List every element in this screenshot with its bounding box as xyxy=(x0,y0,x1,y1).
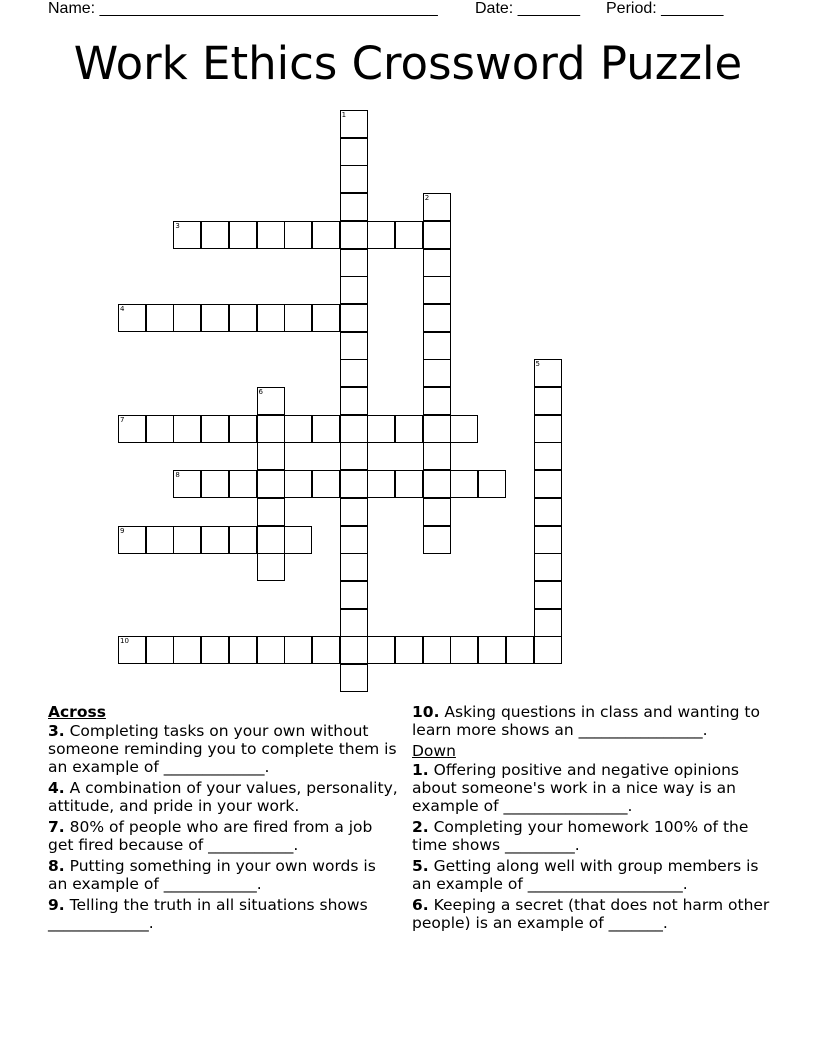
clue-across-9 xyxy=(48,896,400,932)
crossword-cell[interactable] xyxy=(201,470,229,498)
crossword-cell[interactable] xyxy=(284,526,312,554)
clue-number: 9. xyxy=(48,896,65,914)
crossword-cell[interactable] xyxy=(201,636,229,664)
crossword-cell[interactable] xyxy=(534,609,562,637)
crossword-cell[interactable] xyxy=(395,221,423,249)
crossword-cell[interactable] xyxy=(423,276,451,304)
crossword-cell[interactable] xyxy=(257,498,285,526)
crossword-cell[interactable] xyxy=(395,415,423,443)
crossword-cell[interactable] xyxy=(367,221,395,249)
crossword-cell[interactable] xyxy=(173,304,201,332)
clue-text: 80% of people who are fired from a job get fired because of ___________. xyxy=(48,818,373,854)
crossword-cell[interactable] xyxy=(229,636,257,664)
crossword-cell[interactable] xyxy=(340,581,368,609)
clue-start-number: 8 xyxy=(175,471,180,480)
crossword-cell[interactable] xyxy=(229,221,257,249)
crossword-cell[interactable] xyxy=(423,470,451,498)
crossword-cell[interactable] xyxy=(257,636,285,664)
crossword-cell[interactable] xyxy=(340,359,368,387)
crossword-cell[interactable] xyxy=(534,581,562,609)
clue-text: Getting along well with group members is an example of ____________________. xyxy=(412,857,759,893)
clue-start-number: 9 xyxy=(120,526,125,535)
crossword-cell[interactable] xyxy=(312,636,340,664)
clue-across-10 xyxy=(412,703,772,739)
name-field-label[interactable]: Name: ______________________________________ xyxy=(48,0,438,17)
crossword-cell[interactable] xyxy=(257,553,285,581)
crossword-cell[interactable] xyxy=(118,304,146,332)
crossword-cell[interactable] xyxy=(423,526,451,554)
clue-text: Asking questions in class and wanting to learn more shows an ________________. xyxy=(412,703,760,739)
crossword-cell[interactable] xyxy=(340,387,368,415)
crossword-cell[interactable] xyxy=(173,470,201,498)
crossword-cell[interactable] xyxy=(340,276,368,304)
crossword-cell[interactable] xyxy=(340,664,368,692)
crossword-cell[interactable] xyxy=(284,221,312,249)
crossword-cell[interactable] xyxy=(229,415,257,443)
clue-number: 6. xyxy=(412,896,429,914)
crossword-cell[interactable] xyxy=(257,470,285,498)
crossword-cell[interactable] xyxy=(284,304,312,332)
crossword-cell[interactable] xyxy=(312,221,340,249)
clue-text: Keeping a secret (that does not harm other people) is an example of _______. xyxy=(412,896,770,932)
clue-down-5 xyxy=(412,857,772,893)
crossword-cell[interactable] xyxy=(118,636,146,664)
crossword-cell[interactable] xyxy=(340,193,368,221)
crossword-cell[interactable] xyxy=(534,442,562,470)
clue-text: Offering positive and negative opinions about someone's work in a nice way is an example of ________________. xyxy=(412,761,739,815)
crossword-cell[interactable] xyxy=(257,526,285,554)
crossword-cell[interactable] xyxy=(478,470,506,498)
clue-start-number: 7 xyxy=(120,415,125,424)
crossword-cell[interactable] xyxy=(146,304,174,332)
clue-number: 5. xyxy=(412,857,429,875)
clue-across-4 xyxy=(48,779,400,815)
crossword-cell[interactable] xyxy=(423,332,451,360)
crossword-cell[interactable] xyxy=(423,221,451,249)
crossword-cell[interactable] xyxy=(173,526,201,554)
crossword-cell[interactable] xyxy=(229,304,257,332)
crossword-cell[interactable] xyxy=(340,332,368,360)
clue-text: A combination of your values, personality, attitude, and pride in your work. xyxy=(48,779,398,815)
crossword-cell[interactable] xyxy=(340,442,368,470)
crossword-cell[interactable] xyxy=(340,636,368,664)
crossword-cell[interactable] xyxy=(423,387,451,415)
clues-left-column xyxy=(48,703,400,935)
crossword-cell[interactable] xyxy=(395,470,423,498)
crossword-cell[interactable] xyxy=(450,636,478,664)
crossword-cell[interactable] xyxy=(146,526,174,554)
clue-start-number: 6 xyxy=(258,388,263,396)
clue-start-number: 10 xyxy=(120,637,129,646)
crossword-cell[interactable] xyxy=(201,415,229,443)
crossword-cell[interactable] xyxy=(478,636,506,664)
crossword-cell[interactable] xyxy=(506,636,534,664)
clue-start-number: 4 xyxy=(120,304,125,313)
clue-across-8 xyxy=(48,857,400,893)
crossword-cell[interactable] xyxy=(201,526,229,554)
crossword-cell[interactable] xyxy=(340,553,368,581)
crossword-cell[interactable] xyxy=(201,304,229,332)
clue-number: 3. xyxy=(48,722,65,740)
clue-down-1 xyxy=(412,761,772,815)
clue-start-number: 3 xyxy=(175,221,180,230)
crossword-cell[interactable] xyxy=(395,636,423,664)
crossword-cell[interactable] xyxy=(340,498,368,526)
crossword-cell[interactable] xyxy=(340,415,368,443)
crossword-cell[interactable] xyxy=(450,470,478,498)
clue-number: 4. xyxy=(48,779,65,797)
clue-across-7 xyxy=(48,818,400,854)
crossword-cell[interactable] xyxy=(284,636,312,664)
clue-down-2 xyxy=(412,818,772,854)
clue-number: 1. xyxy=(412,761,429,779)
crossword-cell[interactable] xyxy=(340,249,368,277)
crossword-cell[interactable] xyxy=(229,526,257,554)
crossword-cell[interactable] xyxy=(340,609,368,637)
crossword-cell[interactable] xyxy=(201,221,229,249)
crossword-cell[interactable] xyxy=(534,415,562,443)
crossword-cell[interactable] xyxy=(229,470,257,498)
crossword-cell[interactable] xyxy=(257,415,285,443)
crossword-cell[interactable] xyxy=(340,110,368,138)
crossword-cell[interactable] xyxy=(367,470,395,498)
crossword-cell[interactable] xyxy=(173,636,201,664)
clue-text: Completing tasks on your own without someone reminding you to complete them is an example of _____________. xyxy=(48,722,397,776)
crossword-cell[interactable] xyxy=(257,442,285,470)
crossword-cell[interactable] xyxy=(423,442,451,470)
clue-start-number: 5 xyxy=(535,360,540,369)
crossword-cell[interactable] xyxy=(367,636,395,664)
crossword-cell[interactable] xyxy=(340,221,368,249)
crossword-cell[interactable] xyxy=(312,304,340,332)
clue-start-number: 1 xyxy=(341,111,347,119)
clue-text: Completing your homework 100% of the time shows _________. xyxy=(412,818,749,854)
crossword-cell[interactable] xyxy=(257,221,285,249)
crossword-cell[interactable] xyxy=(450,415,478,443)
clue-across-3 xyxy=(48,722,400,776)
crossword-cell[interactable] xyxy=(340,165,368,193)
crossword-cell[interactable] xyxy=(173,221,201,249)
clue-text: Telling the truth in all situations shows _____________. xyxy=(48,896,368,932)
crossword-cell[interactable] xyxy=(534,636,562,664)
crossword-cell[interactable] xyxy=(284,470,312,498)
crossword-cell[interactable] xyxy=(118,526,146,554)
crossword-cell[interactable] xyxy=(534,553,562,581)
crossword-cell[interactable] xyxy=(257,304,285,332)
crossword-cell[interactable] xyxy=(340,138,368,166)
crossword-cell[interactable] xyxy=(340,526,368,554)
crossword-cell[interactable] xyxy=(534,470,562,498)
clue-down-6 xyxy=(412,896,772,932)
crossword-cell[interactable] xyxy=(312,470,340,498)
crossword-cell[interactable] xyxy=(257,387,285,415)
crossword-cell[interactable] xyxy=(423,193,451,221)
crossword-cell[interactable] xyxy=(146,415,174,443)
crossword-cell[interactable] xyxy=(118,415,146,443)
crossword-cell[interactable] xyxy=(423,304,451,332)
crossword-cell[interactable] xyxy=(284,415,312,443)
clue-number: 2. xyxy=(412,818,429,836)
crossword-cell[interactable] xyxy=(423,498,451,526)
crossword-cell[interactable] xyxy=(534,526,562,554)
clue-start-number: 2 xyxy=(424,194,430,203)
crossword-cell[interactable] xyxy=(340,304,368,332)
clue-number: 10. xyxy=(412,703,440,721)
period-field-label[interactable]: Period: _______ xyxy=(606,0,724,17)
page-title: Work Ethics Crossword Puzzle xyxy=(73,37,743,90)
crossword-cell[interactable] xyxy=(534,498,562,526)
crossword-cell[interactable] xyxy=(312,415,340,443)
crossword-cell[interactable] xyxy=(534,387,562,415)
crossword-cell[interactable] xyxy=(423,415,451,443)
date-field-label[interactable]: Date: _______ xyxy=(475,0,580,17)
crossword-cell[interactable] xyxy=(173,415,201,443)
clue-number: 7. xyxy=(48,818,65,836)
crossword-cell[interactable] xyxy=(423,359,451,387)
crossword-cell[interactable] xyxy=(423,636,451,664)
crossword-cell[interactable] xyxy=(423,249,451,277)
down-heading: Down xyxy=(412,742,456,760)
crossword-cell[interactable] xyxy=(340,470,368,498)
crossword-cell[interactable] xyxy=(534,359,562,387)
clue-number: 8. xyxy=(48,857,65,875)
clues-right-column xyxy=(412,703,772,935)
crossword-cell[interactable] xyxy=(367,415,395,443)
crossword-cell[interactable] xyxy=(146,636,174,664)
across-heading: Across xyxy=(48,703,106,721)
clue-text: Putting something in your own words is an example of ____________. xyxy=(48,857,376,893)
